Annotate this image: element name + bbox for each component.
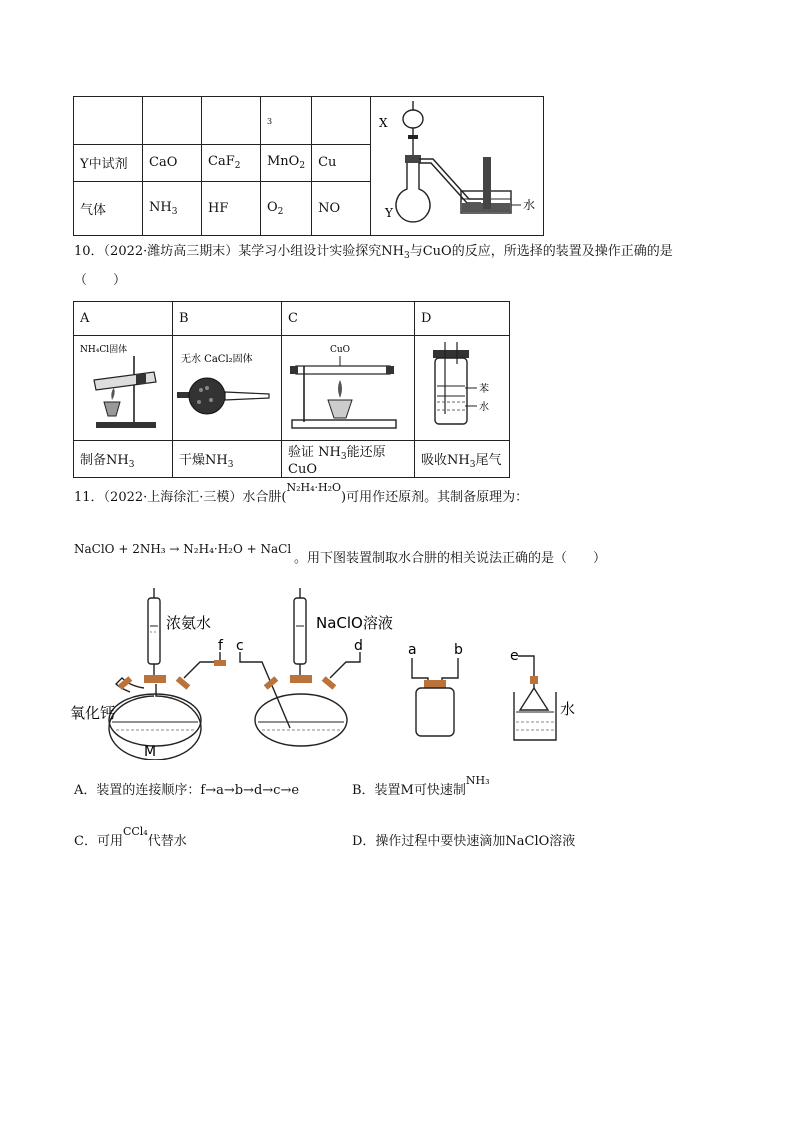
caption-text: 能还原 CuO — [288, 445, 386, 477]
table-cell — [312, 97, 371, 145]
table-cell — [74, 97, 143, 145]
table-cell — [261, 144, 312, 181]
table-gas-prep — [73, 96, 544, 236]
label-naclo: NaClO溶液 — [316, 614, 393, 632]
q11-line2: 。用下图装置制取水合肼的相关说法正确的是（ ） — [294, 551, 607, 566]
option-b-text: B．装置M可快速制 — [352, 783, 466, 798]
flask-reaction — [236, 588, 393, 746]
table-cell: NO — [312, 182, 371, 236]
caption-text: 尾气 — [475, 452, 502, 468]
option-header-c: C — [282, 302, 415, 336]
table-cell — [143, 182, 202, 236]
row-label: Y中试剂 — [74, 144, 143, 181]
caption-text: 干燥NH — [179, 452, 228, 468]
port-b: b — [454, 642, 463, 658]
option-c — [74, 825, 187, 851]
table-cell — [202, 144, 261, 181]
formula-text: NH — [149, 200, 172, 216]
port-c: c — [236, 638, 244, 654]
label-x: X — [379, 116, 388, 130]
caption-sub: 3 — [227, 459, 234, 470]
formula-text: CaF — [208, 154, 235, 170]
table-cell — [143, 97, 202, 145]
option-caption-d — [415, 441, 510, 478]
option-d: D．操作过程中要快速滴加NaClO溶液 — [352, 834, 576, 849]
formula-text: MnO — [267, 154, 300, 170]
option-image-d — [415, 336, 510, 441]
option-header-b: B — [173, 302, 282, 336]
gas-apparatus-diagram — [371, 97, 543, 231]
q10-suffix: 与CuO的反应，所选择的装置及操作正确的是 — [409, 244, 673, 259]
table-q10-options — [73, 301, 510, 478]
option-a: A．装置的连接顺序：f→a→b→d→c→e — [74, 783, 300, 798]
table-cell — [261, 182, 312, 236]
option-header-a: A — [74, 302, 173, 336]
option-c-text: 代替水 — [147, 834, 187, 849]
option-image-c — [282, 336, 415, 441]
port-e: e — [510, 648, 519, 664]
label-ammonia: 浓氨水 — [166, 614, 212, 632]
caption-sub: 3 — [128, 459, 135, 470]
hydrazine-apparatus-diagram — [70, 580, 580, 760]
option-b — [352, 774, 490, 800]
label-benzene: 苯 — [479, 384, 489, 395]
heating-apparatus-diagram — [74, 336, 172, 436]
table-cell: CaO — [143, 144, 202, 181]
port-a: a — [408, 642, 417, 658]
option-c-formula: CCl₄ — [122, 825, 148, 838]
formula-text: O — [267, 200, 278, 216]
q10-sub: 3 — [403, 251, 410, 261]
label-water: 水 — [523, 198, 536, 212]
q11-suffix: )可用作还原剂。其制备原理为： — [341, 490, 529, 505]
table-cell — [261, 97, 312, 145]
formula-subscript: 2 — [277, 207, 284, 218]
table-row — [74, 441, 510, 478]
option-b-formula: NH₃ — [465, 774, 490, 787]
label-water: 水 — [479, 402, 489, 413]
label-water: 水 — [560, 700, 576, 718]
q10-prefix: 10．（2022·潍坊高三期末）某学习小组设计实验探究NH — [74, 244, 404, 259]
label-cacl2: 无水 CaCl₂固体 — [181, 354, 253, 365]
caption-sub: 3 — [469, 459, 476, 470]
formula-subscript: 2 — [234, 161, 241, 172]
option-header-d: D — [415, 302, 510, 336]
table-row — [74, 97, 544, 145]
table-row — [74, 336, 510, 441]
label-nh4cl: NH₄Cl固体 — [80, 345, 128, 355]
bottle-safety — [408, 642, 463, 736]
reduction-apparatus-diagram — [282, 336, 414, 436]
option-image-a — [74, 336, 173, 441]
port-d: d — [354, 638, 363, 654]
beaker-water — [510, 648, 575, 740]
absorption-bottle-diagram — [415, 336, 509, 436]
option-caption-c — [282, 441, 415, 478]
option-caption-b — [173, 441, 282, 478]
table-cell: HF — [202, 182, 261, 236]
table-row — [74, 302, 510, 336]
q11-equation: NaClO + 2NH₃ → N₂H₄·H₂O + NaCl — [74, 542, 292, 556]
caption-text: 吸收NH — [421, 452, 470, 468]
option-caption-a — [74, 441, 173, 478]
label-m: M — [144, 744, 157, 760]
caption-sub: 3 — [340, 452, 347, 462]
table-cell — [202, 97, 261, 145]
flask-m — [70, 588, 226, 760]
formula-subscript: 2 — [299, 161, 306, 172]
question-10-paren: （ ） — [74, 273, 127, 288]
apparatus-cell — [371, 97, 544, 236]
option-image-b — [173, 336, 282, 441]
caption-text: 验证 NH — [288, 445, 341, 460]
row-label: 气体 — [74, 182, 143, 236]
question-10-stem — [74, 243, 673, 265]
table-cell-text: 3 — [267, 116, 273, 126]
table-cell: Cu — [312, 144, 371, 181]
q11-formula: N₂H₄·H₂O — [286, 481, 342, 494]
q11-prefix: 11．（2022·上海徐汇·三模）水合肼( — [74, 490, 287, 505]
label-cuo: CuO — [330, 345, 351, 355]
formula-subscript: 3 — [171, 207, 178, 218]
drying-tube-diagram — [173, 336, 281, 436]
caption-text: 制备NH — [80, 452, 129, 468]
label-y: Y — [385, 206, 393, 220]
port-f: f — [218, 638, 223, 654]
label-cao: 氧化钙 — [70, 704, 116, 722]
option-c-text: C．可用 — [74, 834, 123, 849]
